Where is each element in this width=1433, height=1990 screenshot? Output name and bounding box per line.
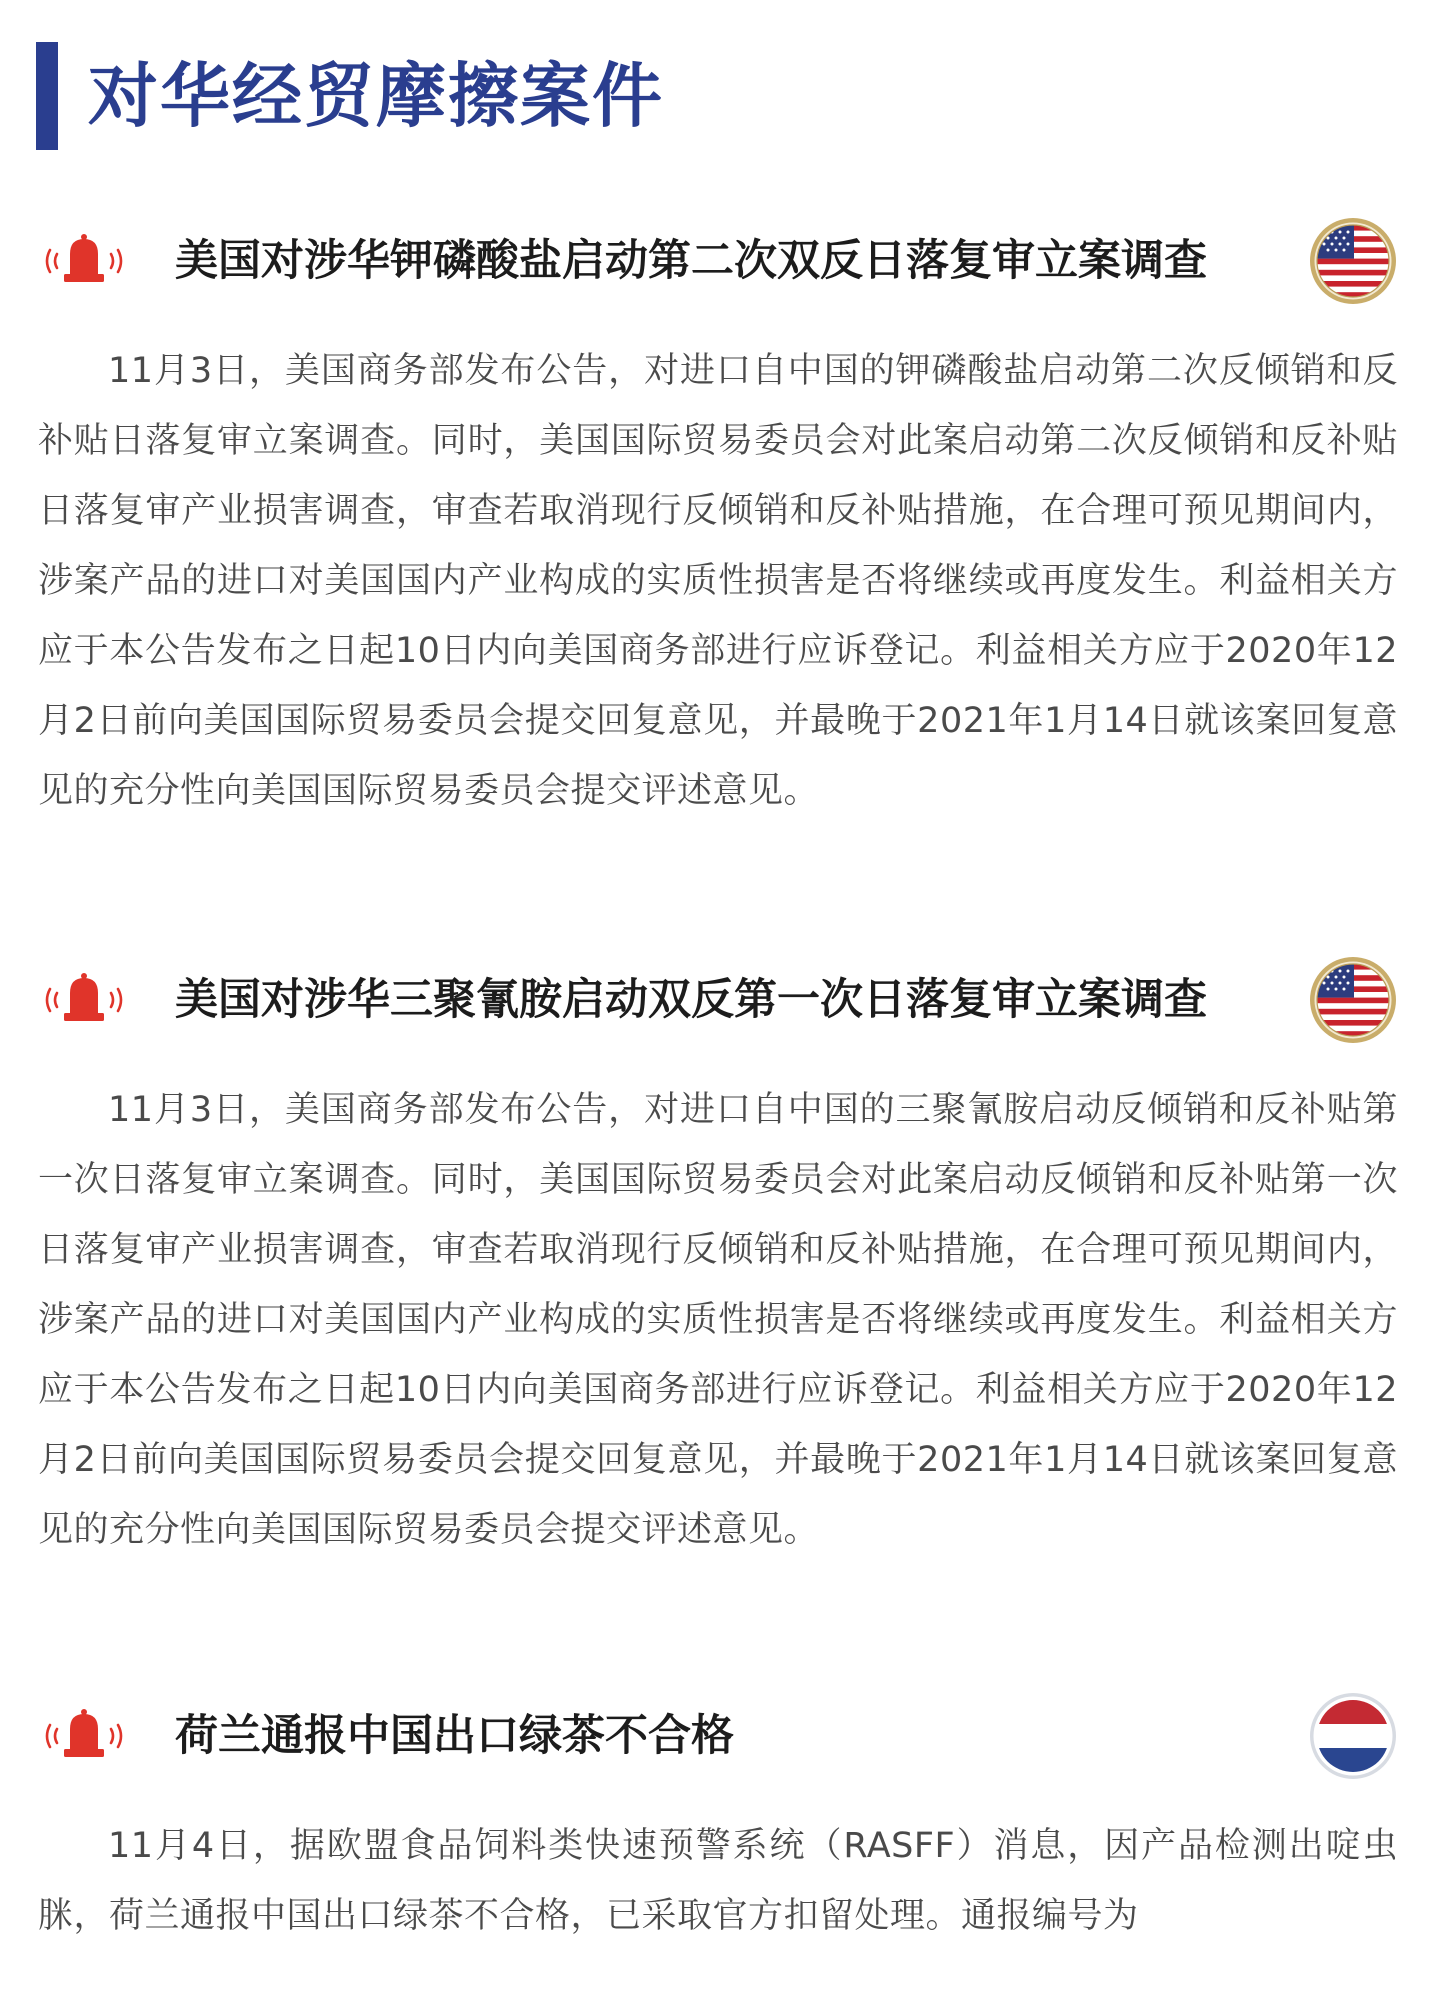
case-header <box>0 216 1433 306</box>
case-article <box>0 955 1433 1550</box>
us-flag-icon <box>1308 955 1398 1045</box>
us-flag-icon <box>1308 216 1398 306</box>
alarm-bell-icon <box>36 230 132 292</box>
alarm-bell-icon <box>36 969 132 1031</box>
case-header <box>0 1691 1433 1781</box>
case-body: 11月3日，美国商务部发布公告，对进口自中国的钾磷酸盐启动第二次反倾销和反补贴日落复审立案调查。同时，美国国际贸易委员会对此案启动第二次反倾销和反补贴日落复审产业损害调查，审查若取消现行反倾销和反补贴措施，在合理可预见期间内，涉案产品的进口对美国国内产业构成的实质性损害是否将继续或再度发生。利益相关方应于本公告发布之日起10日内向美国商务部进行应诉登记。利益相关方应于2020年12月2日前向美国国际贸易委员会提交回复意见，并最晚于2021年1月14日就该案回复意见的充分性向美国国际贸易委员会提交评述意见。 <box>38 351 1398 811</box>
case-article <box>0 1691 1433 1936</box>
case-body: 11月4日，据欧盟食品饲料类快速预警系统（RASFF）消息，因产品检测出啶虫脒，荷兰通报中国出口绿茶不合格，已采取官方扣留处理。通报编号为 <box>38 1826 1398 1936</box>
section-header <box>36 42 664 150</box>
case-title: 美国对涉华三聚氰胺启动双反第一次日落复审立案调查 <box>175 975 1207 1025</box>
case-body: 11月3日，美国商务部发布公告，对进口自中国的三聚氰胺启动反倾销和反补贴第一次日落复审立案调查。同时，美国国际贸易委员会对此案启动反倾销和反补贴第一次日落复审产业损害调查，审查若取消现行反倾销和反补贴措施，在合理可预见期间内，涉案产品的进口对美国国内产业构成的实质性损害是否将继续或再度发生。利益相关方应于本公告发布之日起10日内向美国商务部进行应诉登记。利益相关方应于2020年12月2日前向美国国际贸易委员会提交回复意见，并最晚于2021年1月14日就该案回复意见的充分性向美国国际贸易委员会提交评述意见。 <box>38 1090 1398 1550</box>
section-accent-bar <box>36 42 58 150</box>
alarm-bell-icon <box>36 1705 132 1767</box>
case-header <box>0 955 1433 1045</box>
section-title: 对华经贸摩擦案件 <box>88 55 664 137</box>
case-article <box>0 216 1433 811</box>
case-title: 荷兰通报中国出口绿茶不合格 <box>175 1711 734 1761</box>
case-title: 美国对涉华钾磷酸盐启动第二次双反日落复审立案调查 <box>175 236 1207 286</box>
netherlands-flag-icon <box>1308 1691 1398 1781</box>
